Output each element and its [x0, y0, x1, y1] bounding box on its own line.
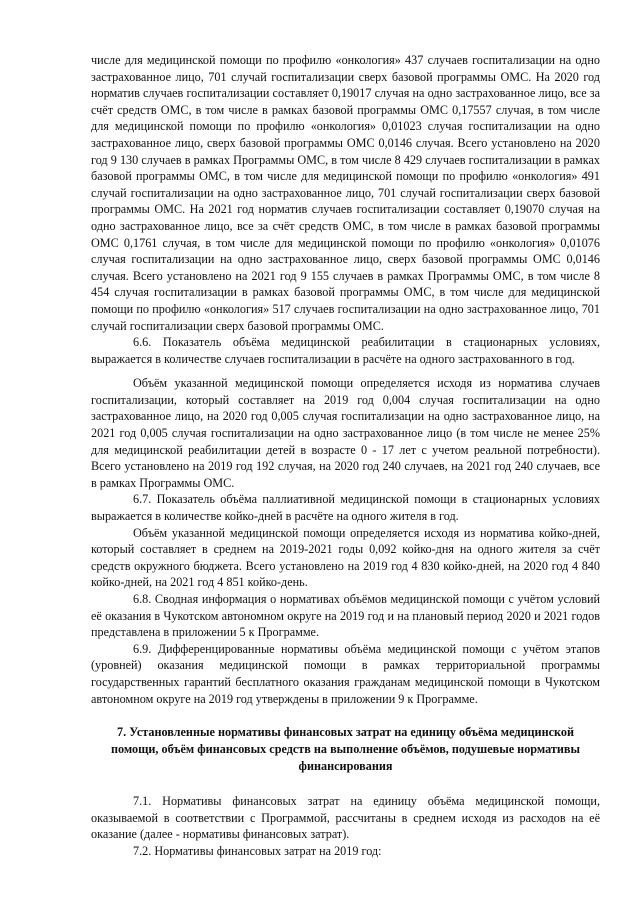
paragraph-6-9: 6.9. Дифференцированные нормативы объёма медицинской помощи с учётом этапов (уровней) оказания медицинской помощи в рамках территориальной программы государственных гарантий бесплатного оказания гражданам медицинской помощи в Чукотском автономном округе на 2019 год утверждены в приложении 9 к Программе.	[91, 641, 600, 706]
paragraph-7-2: 7.2. Нормативы финансовых затрат на 2019 год:	[133, 843, 382, 858]
paragraph-palliative-volume: Объём указанной медицинской помощи определяется исходя из норматива койко-дней, который составляет в среднем на 2019-2021 годы 0,092 койко-дня на одного жителя за счёт средств окружного бюджета. Всего установлено на 2019 год 4 830 койко-дней, на 2020 год 4 840 койко-дней, на 2021 год 4 851 койко-день.	[91, 525, 600, 590]
paragraph-6-6: 6.6. Показатель объёма медицинской реабилитации в стационарных условиях, выражается в количестве случаев госпитализации в расчёте на одного застрахованного в год.	[91, 335, 600, 366]
paragraph-6-7: 6.7. Показатель объёма паллиативной медицинской помощи в стационарных условиях выражается в количестве койко-дней в расчёте на одного жителя в год.	[91, 492, 600, 524]
paragraph-hospitalization-norms: числе для медицинской помощи по профилю «онкология» 437 случаев госпитализации на одно застрахованное лицо, 701 случай госпитализации сверх базовой программы ОМС. На 2020 год норматив случаев госпитализации составляет 0,19017 случая на одно застрахованное лицо, все за счёт средств ОМС, в том числе в рамках базовой программы ОМС 0,17557 случая, в том числе для медицинской помощи по профилю «онкология» 0,01023 случая госпитализации на одно застрахованное лицо, сверх базовой программы ОМС 0,0146 случая. Всего установлено на 2020 год 9 130 случаев в рамках Программы ОМС, в том числе 8 429 случаев госпитализации в рамках базовой программы ОМС, в том числе для медицинской помощи по профилю «онкология» 491 случай госпитализации на одно застрахованное лицо, 701 случай госпитализации сверх базовой программы ОМС. На 2021 год норматив случаев госпитализации составляет 0,19070 случая на одно застрахованное лицо, все за счёт средств ОМС, в том числе в рамках базовой программы ОМС 0,1761 случая, в том числе для медицинской помощи по профилю «онкология» 0,01076 случая госпитализации на одно застрахованное лицо, сверх базовой программы ОМС 0,0146 случая. Всего установлено на 2021 год 9 155 случаев в рамках Программы ОМС, в том числе 8 454 случая госпитализации в рамках базовой программы ОМС, в том числе для медицинской помощи по профилю «онкология» 517 случаев госпитализации на одно застрахованное лицо, 701 случай госпитализации сверх базовой программы ОМС.	[91, 53, 600, 333]
paragraph-gap	[91, 367, 600, 375]
paragraph-6-8: 6.8. Сводная информация о нормативах объёмов медицинской помощи с учётом условий её оказания в Чукотском автономном округе на 2019 год и на плановый период 2020 и 2021 годов представлена в приложении 5 к Программе.	[91, 592, 600, 640]
document-body	[91, 52, 600, 860]
paragraph-7-1: 7.1. Нормативы финансовых затрат на единицу объёма медицинской помощи, оказываемой в соответствии с Программой, рассчитаны в среднем исходя из расходов на её оказание (далее - нормативы финансовых затрат).	[91, 794, 600, 842]
paragraph-rehabilitation-volume: Объём указанной медицинской помощи определяется исходя из норматива случаев госпитализации, который составляет на 2019 год 0,004 случая госпитализации на одно застрахованное лицо, на 2020 год 0,005 случая госпитализации на одно застрахованное лицо, на 2021 год 0,005 случая госпитализации на одно застрахованное лицо (в том числе не менее 25% для медицинской реабилитации детей в возрасте 0 - 17 лет с учетом реальной потребности). Всего установлено на 2019 год 192 случая, на 2020 год 240 случаев, на 2021 год 240 случаев, все в рамках Программы ОМС.	[91, 376, 600, 490]
section-7-heading: 7. Установленные нормативы финансовых затрат на единицу объёма медицинской помощи, объём финансовых средств на выполнение объёмов, подушевые нормативы финансирования	[110, 725, 580, 774]
